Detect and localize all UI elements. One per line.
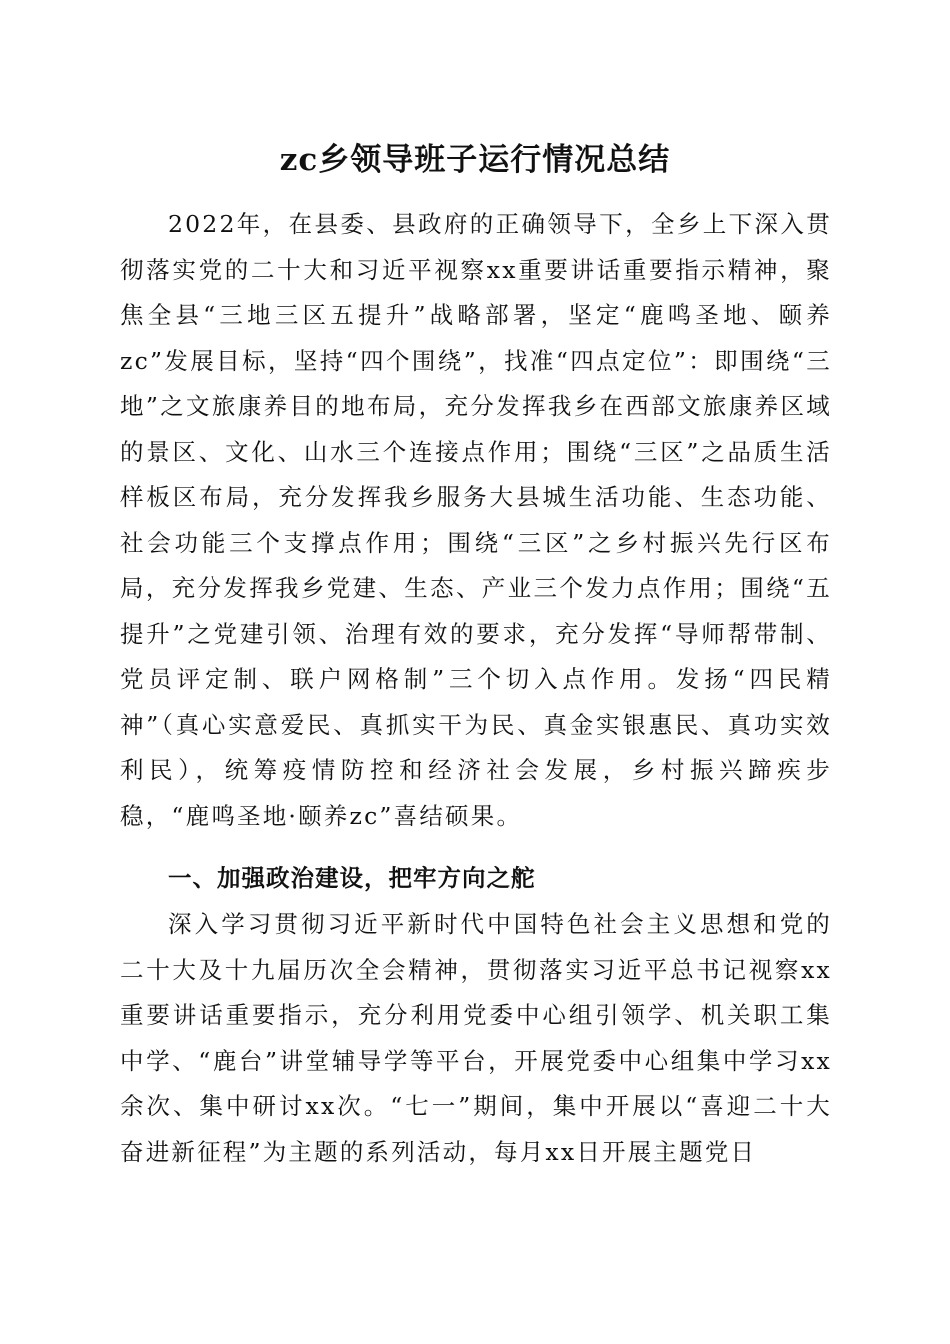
section-1-paragraph: 深入学习贯彻习近平新时代中国特色社会主义思想和党的二十大及十九届历次全会精神，贯彻落实习近平总书记视察xx重要讲话重要指示，充分利用党委中心组引领学、机关职工集中学、“鹿台”讲堂辅导学等平台，开展党委中心组集中学习xx余次、集中研讨xx次。“七一”期间，集中开展以“喜迎二十大奋进新征程”为主题的系列活动，每月xx日开展主题党日 (120, 910, 832, 1166)
intro-paragraph: 2022年，在县委、县政府的正确领导下，全乡上下深入贯彻落实党的二十大和习近平视察xx重要讲话重要指示精神，聚焦全县“三地三区五提升”战略部署，坚定“鹿鸣圣地、颐养zc”发展目标，坚持“四个围绕”，找准“四点定位”：即围绕“三地”之文旅康养目的地布局，充分发挥我乡在西部文旅康养区域的景区、文化、山水三个连接点作用；围绕“三区”之品质生活样板区布局，充分发挥我乡服务大县城生活功能、生态功能、社会功能三个支撑点作用；围绕“三区”之乡村振兴先行区布局，充分发挥我乡党建、生态、产业三个发力点作用；围绕“五提升”之党建引领、治理有效的要求，充分发挥“导师帮带制、党员评定制、联户网格制”三个切入点作用。发扬“四民精神”（真心实意爱民、真抓实干为民、真金实银惠民、真功实效利民），统筹疫情防控和经济社会发展，乡村振兴蹄疾步稳，“鹿鸣圣地·颐养zc”喜结硕果。 (120, 210, 832, 830)
document-title: zc乡领导班子运行情况总结 (279, 142, 671, 178)
section-heading-1: 一、加强政治建设，把牢方向之舵 (168, 864, 536, 892)
